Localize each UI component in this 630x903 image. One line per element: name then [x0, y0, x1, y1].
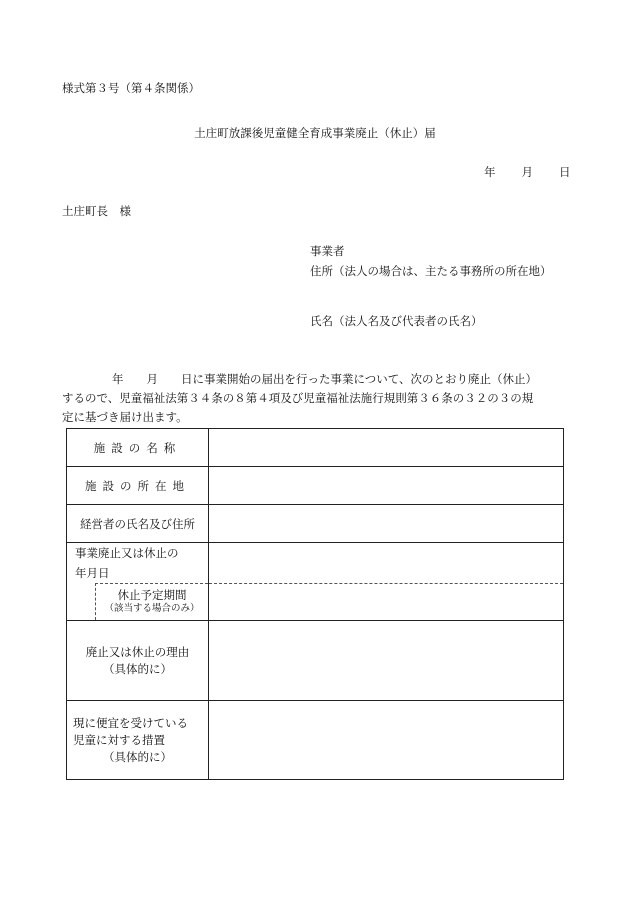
manager-field[interactable]: [209, 505, 564, 543]
measures-label-line-2: 児童に対する措置: [73, 732, 165, 747]
row-facility-name: [67, 429, 564, 467]
date-year: 年: [484, 165, 496, 179]
date-day: 日: [559, 165, 571, 179]
manager-label: 経営者の氏名及び住所: [67, 505, 209, 543]
reason-field[interactable]: [209, 621, 564, 701]
facility-name-label: 施設の名称: [67, 429, 209, 467]
reason-label-line-2: （具体的に）: [103, 661, 172, 676]
row-suspension: [67, 583, 564, 621]
form-number: 様式第３号（第４条関係）: [62, 81, 200, 95]
facility-location-field[interactable]: [209, 467, 564, 505]
measures-label-line-1: 現に便宜を受けている: [73, 715, 188, 730]
addressee: 土庄町長 様: [62, 204, 131, 218]
facility-location-label: 施設の所在地: [67, 467, 209, 505]
suspension-note: （該当する場合のみ）: [104, 603, 200, 614]
row-date: [67, 543, 564, 584]
declaration-line-3: 定に基づき届け出ます。: [62, 410, 188, 424]
date-label-line-2: 年月日: [75, 566, 110, 580]
suspension-cell: [67, 583, 209, 621]
page-title: 土庄町放課後児童健全育成事業廃止（休止）届: [194, 126, 436, 140]
suspension-field[interactable]: [209, 583, 564, 621]
declaration-line-2: するので、児童福祉法第３４条の８第４項及び児童福祉法施行規則第３６条の３２の３の規: [62, 391, 534, 405]
date-month: 月: [521, 165, 533, 179]
row-measures: [67, 701, 564, 780]
suspension-period-label: 休止予定期間: [117, 588, 187, 602]
row-reason: [67, 621, 564, 701]
measures-label: [67, 701, 209, 780]
measures-label-line-3: （具体的に）: [103, 749, 172, 764]
date-line: [484, 164, 571, 180]
declaration-line-1: 年 月 日に事業開始の届出を行った事業について、次のとおり廃止（休止）: [112, 372, 538, 386]
notification-table: [66, 428, 564, 780]
row-manager: [67, 505, 564, 543]
date-label: [67, 543, 209, 584]
reason-label: [67, 621, 209, 701]
facility-name-field[interactable]: [209, 429, 564, 467]
operator-address-label: 住所（法人の場合は、主たる事務所の所在地）: [310, 264, 552, 278]
reason-label-line-1: 廃止又は休止の理由: [85, 644, 190, 659]
operator-label: 事業者: [310, 244, 345, 258]
operator-name-label: 氏名（法人名及び代表者の氏名）: [310, 314, 483, 328]
declaration-text: [62, 370, 566, 427]
measures-field[interactable]: [209, 701, 564, 780]
date-label-line-1: 事業廃止又は休止の: [75, 546, 179, 560]
row-facility-location: [67, 467, 564, 505]
date-field[interactable]: [209, 543, 564, 584]
suspension-subbox: [95, 583, 208, 620]
